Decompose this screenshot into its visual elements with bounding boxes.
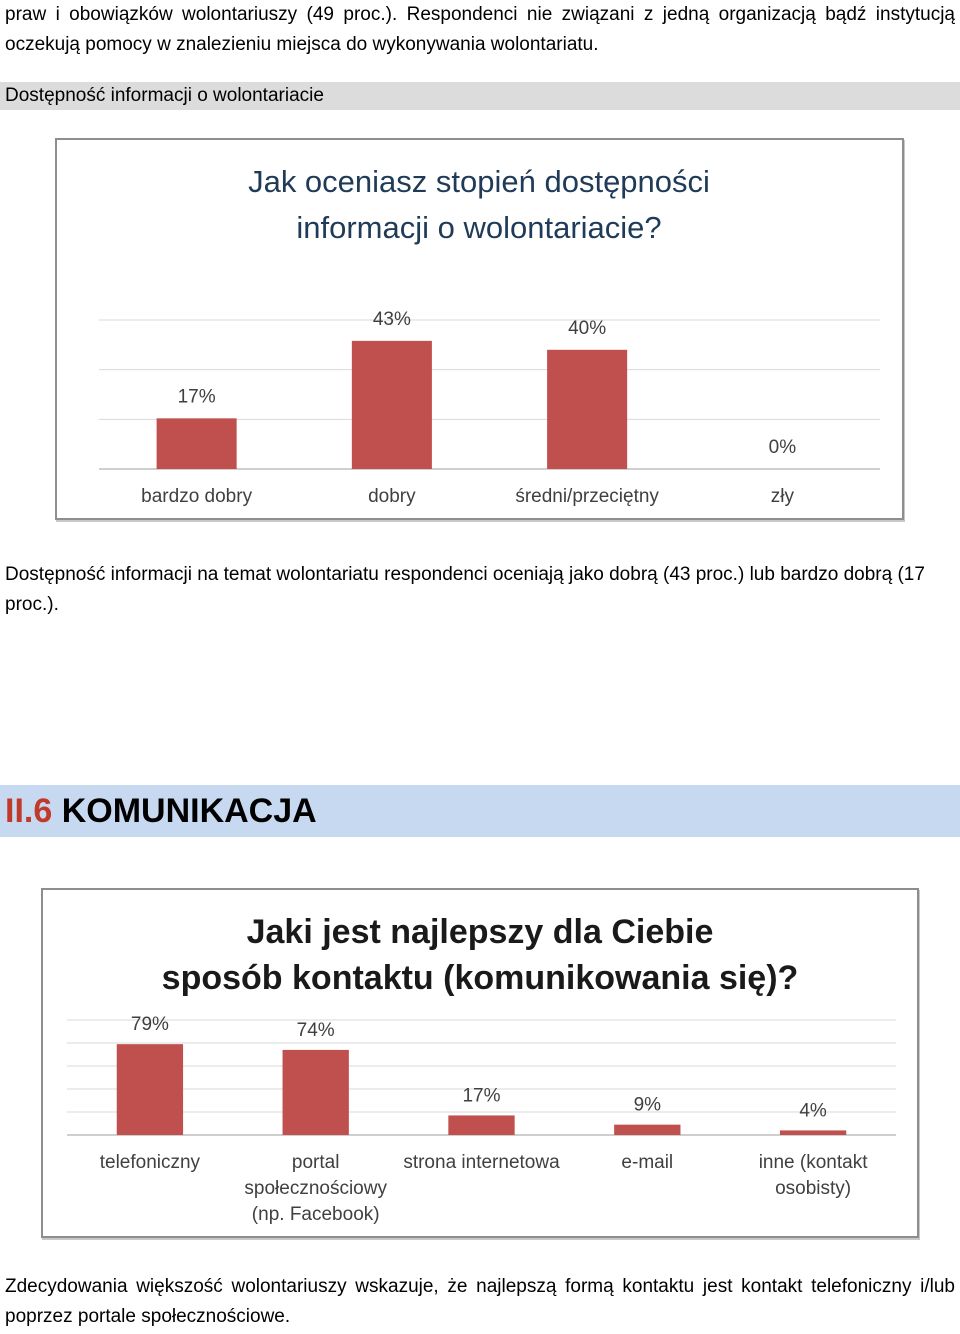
chart-category-label: dobry — [368, 486, 416, 507]
chart-data-label: 40% — [568, 317, 607, 339]
chart-category-label: telefoniczny — [99, 1152, 201, 1173]
chart-data-label: 74% — [296, 1019, 335, 1041]
chart-title-line: Jak oceniasz stopień dostępności — [248, 164, 710, 199]
chart-bar — [547, 350, 627, 469]
section-heading — [5, 789, 317, 833]
chart-bar — [614, 1125, 680, 1135]
chart-availability-svg — [57, 140, 902, 518]
chart-category-label: (np. Facebook) — [251, 1204, 380, 1225]
chart-category-label: e-mail — [621, 1152, 674, 1173]
chart-category-label: inne (kontakt — [758, 1152, 868, 1173]
chart-category-label: średni/przeciętny — [515, 486, 659, 507]
chart-data-label: 0% — [768, 437, 797, 458]
chart-category-label: bardzo dobry — [141, 486, 253, 507]
chart-category-label: osobisty) — [775, 1178, 852, 1199]
chart-data-label: 9% — [633, 1094, 662, 1116]
section-heading-bar — [0, 785, 960, 837]
chart-bar — [283, 1050, 349, 1135]
chart-title-line: Jaki jest najlepszy dla Ciebie — [246, 913, 714, 951]
chart-data-label: 79% — [130, 1014, 169, 1036]
chart-bar — [448, 1115, 514, 1135]
chart-category-label: zły — [770, 486, 794, 507]
chart-contact-summary: Zdecydowania większość wolontariuszy wskazuje, że najlepszą formą kontaktu jest kontakt telefoniczny i/lub poprzez portale społecznościowe. — [5, 1276, 955, 1327]
intro-paragraph: praw i obowiązków wolontariuszy (49 proc.). Respondenci nie związani z jedną organizacją bądź instytucją oczekują pomocy w znalezieniu miejsca do wykonywania wolontariatu. — [5, 4, 955, 55]
chart-category-label: portal — [291, 1152, 340, 1173]
chart-data-label: 17% — [462, 1085, 501, 1107]
section-title: KOMUNIKACJA — [61, 792, 317, 830]
chart-availability-summary: Dostępność informacji na temat wolontariatu respondenci oceniają jako dobrą (43 proc.) lub bardzo dobrą (17 proc.). — [5, 564, 925, 615]
chart-bar — [780, 1130, 846, 1135]
chart-contact — [41, 888, 919, 1238]
subsection-heading-bar — [0, 82, 960, 110]
chart-data-label: 43% — [372, 308, 411, 330]
subsection-heading: Dostępność informacji o wolontariacie — [5, 85, 324, 106]
chart-data-label: 4% — [799, 1100, 827, 1122]
chart-bar — [352, 341, 432, 469]
chart-bar — [157, 418, 237, 469]
chart-bar — [117, 1044, 183, 1135]
chart-title-line: informacji o wolontariacie? — [296, 210, 662, 245]
chart-category-label: strona internetowa — [403, 1152, 560, 1173]
chart-data-label: 17% — [177, 386, 216, 408]
chart-category-label: społecznościowy — [244, 1178, 387, 1199]
chart-availability — [55, 138, 904, 520]
chart-title-line: sposób kontaktu (komunikowania się)? — [161, 959, 799, 997]
section-number: II.6 — [5, 792, 53, 830]
chart-contact-svg — [43, 890, 917, 1236]
